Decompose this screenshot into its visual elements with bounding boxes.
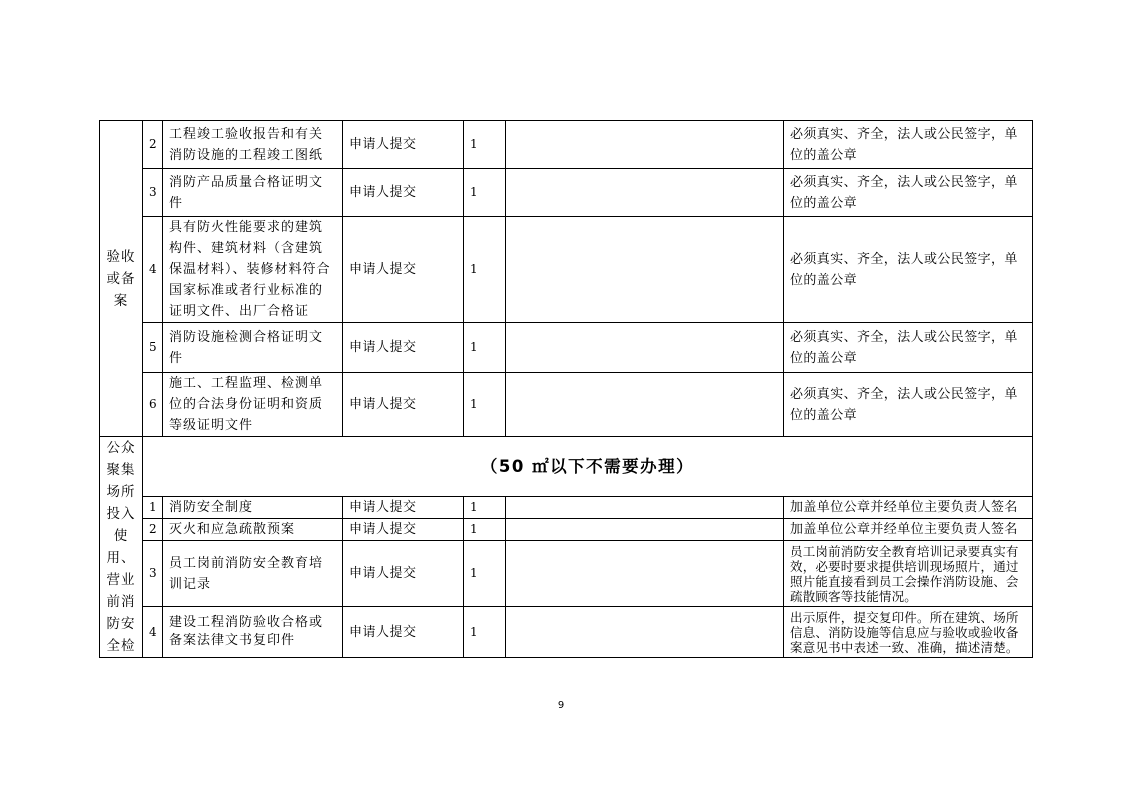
section-title: 公众聚集场所投入使用、营业前消防安全检 xyxy=(100,437,143,658)
table-row xyxy=(100,437,1033,497)
page-number: 9 xyxy=(557,700,565,711)
row-number: 5 xyxy=(143,323,163,373)
material-name: 消防安全制度 xyxy=(163,496,343,518)
material-name: 建设工程消防验收合格或备案法律文书复印件 xyxy=(163,607,343,658)
table-row xyxy=(100,496,1033,518)
provider: 申请人提交 xyxy=(343,323,464,373)
row-number: 2 xyxy=(143,519,163,541)
table-row xyxy=(100,323,1033,373)
row-number: 2 xyxy=(143,121,163,169)
table-row xyxy=(100,607,1033,658)
blank-cell xyxy=(506,607,784,658)
provider: 申请人提交 xyxy=(343,121,464,169)
blank-cell xyxy=(506,496,784,518)
copy-count: 1 xyxy=(464,607,506,658)
copy-count: 1 xyxy=(464,541,506,607)
blank-cell xyxy=(506,169,784,217)
blank-cell xyxy=(506,217,784,323)
blank-cell xyxy=(506,519,784,541)
blank-cell xyxy=(506,121,784,169)
row-number: 1 xyxy=(143,496,163,518)
requirement: 必须真实、齐全，法人或公民签字，单位的盖公章 xyxy=(784,323,1033,373)
copy-count: 1 xyxy=(464,217,506,323)
requirement: 必须真实、齐全，法人或公民签字，单位的盖公章 xyxy=(784,121,1033,169)
requirement: 必须真实、齐全，法人或公民签字，单位的盖公章 xyxy=(784,373,1033,437)
copy-count: 1 xyxy=(464,323,506,373)
table-row xyxy=(100,373,1033,437)
table-row xyxy=(100,169,1033,217)
copy-count: 1 xyxy=(464,373,506,437)
material-name: 员工岗前消防安全教育培训记录 xyxy=(163,541,343,607)
requirement: 出示原件，提交复印件。所在建筑、场所信息、消防设施等信息应与验收或验收备案意见书中表述一致、准确，描述清楚。 xyxy=(784,607,1033,658)
row-number: 4 xyxy=(143,217,163,323)
requirement: 加盖单位公章并经单位主要负责人签名 xyxy=(784,519,1033,541)
requirement: 必须真实、齐全，法人或公民签字，单位的盖公章 xyxy=(784,217,1033,323)
table-row xyxy=(100,519,1033,541)
requirements-table xyxy=(99,120,1033,658)
material-name: 施工、工程监理、检测单位的合法身份证明和资质等级证明文件 xyxy=(163,373,343,437)
section-title: 验收或备案 xyxy=(100,121,143,437)
row-number: 4 xyxy=(143,607,163,658)
row-number: 3 xyxy=(143,541,163,607)
table-row xyxy=(100,541,1033,607)
copy-count: 1 xyxy=(464,121,506,169)
material-name: 工程竣工验收报告和有关消防设施的工程竣工图纸 xyxy=(163,121,343,169)
provider: 申请人提交 xyxy=(343,217,464,323)
table-row xyxy=(100,121,1033,169)
provider: 申请人提交 xyxy=(343,169,464,217)
material-name: 具有防火性能要求的建筑构件、建筑材料（含建筑保温材料）、装修材料符合国家标准或者行业标准的证明文件、出厂合格证 xyxy=(163,217,343,323)
copy-count: 1 xyxy=(464,169,506,217)
provider: 申请人提交 xyxy=(343,496,464,518)
table-row xyxy=(100,217,1033,323)
row-number: 6 xyxy=(143,373,163,437)
copy-count: 1 xyxy=(464,496,506,518)
blank-cell xyxy=(506,323,784,373)
provider: 申请人提交 xyxy=(343,519,464,541)
row-number: 3 xyxy=(143,169,163,217)
material-name: 灭火和应急疏散预案 xyxy=(163,519,343,541)
requirement: 加盖单位公章并经单位主要负责人签名 xyxy=(784,496,1033,518)
blank-cell xyxy=(506,541,784,607)
provider: 申请人提交 xyxy=(343,373,464,437)
blank-cell xyxy=(506,373,784,437)
copy-count: 1 xyxy=(464,519,506,541)
provider: 申请人提交 xyxy=(343,541,464,607)
material-name: 消防设施检测合格证明文件 xyxy=(163,323,343,373)
banner-note: （50 ㎡以下不需要办理） xyxy=(143,437,1033,497)
material-name: 消防产品质量合格证明文件 xyxy=(163,169,343,217)
provider: 申请人提交 xyxy=(343,607,464,658)
requirement: 必须真实、齐全，法人或公民签字，单位的盖公章 xyxy=(784,169,1033,217)
requirement: 员工岗前消防安全教育培训记录要真实有效，必要时要求提供培训现场照片，通过照片能直接看到员工会操作消防设施、会疏散顾客等技能情况。 xyxy=(784,541,1033,607)
